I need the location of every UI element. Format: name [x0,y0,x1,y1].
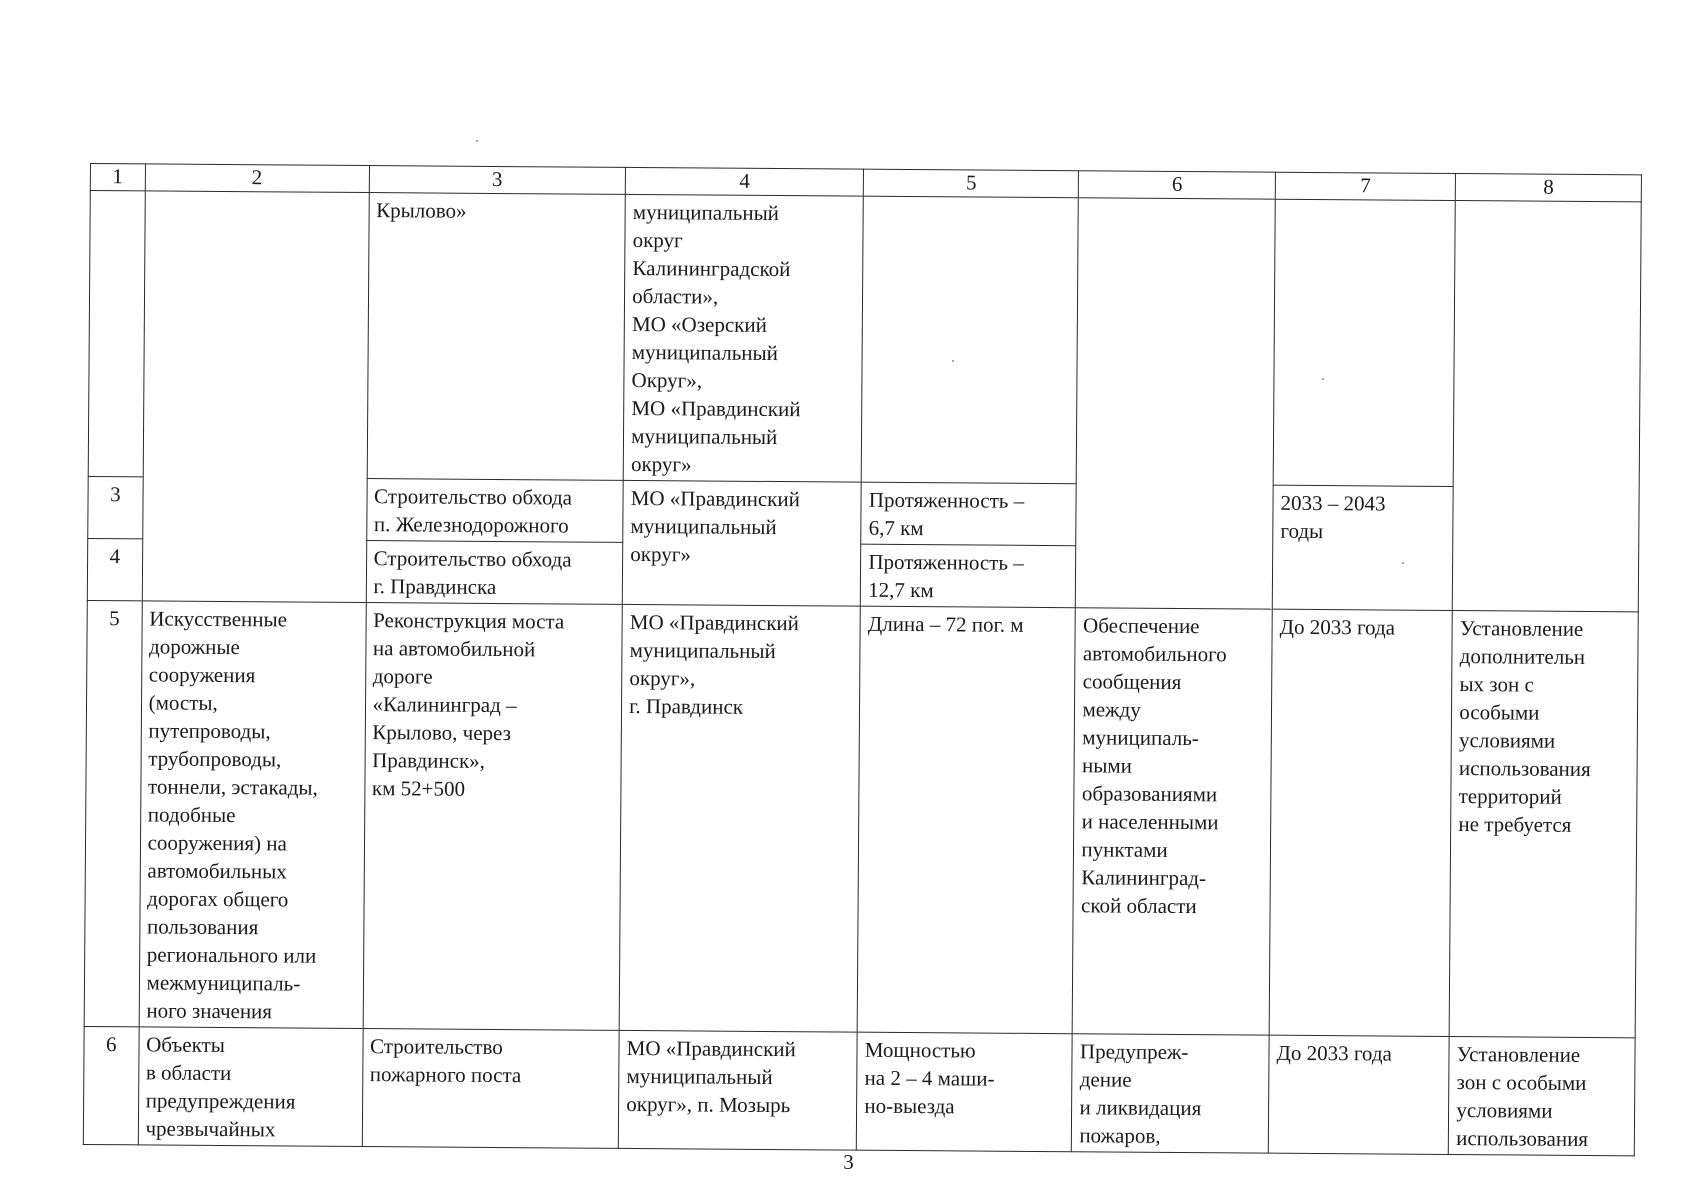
table-row-continuation [88,191,1641,488]
column-number: 7 [1275,172,1455,200]
object-name-cell: Строительство пожарного поста [362,1029,620,1149]
object-name-cell: Крылово» [367,193,626,481]
column-number: 2 [145,164,369,193]
column-number: 1 [90,164,145,191]
location-cell: МО «Правдинский муниципальный округ», п. Мозырь [618,1030,857,1150]
object-type-cell: Объекты в области предупреждения чрезвычайных [138,1027,363,1147]
scan-speck [952,360,954,362]
object-name-cell: Строительство обхода п. Железнодорожного [366,479,623,543]
row-number-cell [88,191,145,477]
page-number: 3 [843,1150,854,1174]
purpose-cell [1076,198,1276,609]
period-cell: До 2033 года [1269,609,1452,1036]
location-cell: МО «Правдинский муниципальный округ», г. Правдинск [619,604,860,1032]
table-row [84,600,1638,1037]
scan-speck [1402,562,1404,564]
column-number: 6 [1079,171,1276,199]
table-row [83,1026,1635,1155]
characteristics-cell: Протяженность – 6,7 км [861,482,1077,546]
row-number-cell: 5 [84,600,142,1026]
characteristics-cell: Протяженность – 12,7 км [861,544,1077,608]
period-cell: 2033 – 2043 годы [1272,485,1453,610]
zones-cell: Установление дополнительн ых зон с особыми условиями использования территорий не требуется [1449,610,1638,1037]
zones-cell: Установление зон с особыми условиями использования [1449,1036,1636,1155]
column-number: 3 [369,166,626,195]
row-number-cell: 6 [83,1026,138,1144]
column-number: 4 [625,167,863,196]
object-type-cell [142,191,369,603]
characteristics-cell: Мощностью на 2 – 4 маши- но-выезда [857,1032,1073,1152]
column-number: 5 [864,169,1079,198]
object-name-cell: Строительство обхода г. Правдинска [366,541,623,605]
scan-speck [1322,378,1324,380]
object-type-cell: Искусственные дорожные сооружения (мосты, путепроводы, трубопроводы, тоннели, эстакады, подобные сооружения) на автомобильных дорогах общего пользования регионального или межмуниципаль- ного значения [139,601,366,1029]
location-cell: муниципальный округ Калининградской области», МО «Озерский муниципальный Округ», МО «Правдинский муниципальный округ» [623,194,863,482]
characteristics-cell: Длина – 72 пог. м [857,606,1075,1034]
period-cell: До 2033 года [1268,1035,1449,1154]
planning-table [83,163,1642,1156]
period-cell [1273,199,1455,486]
object-name-cell: Реконструкция моста на автомобильной дороге «Калининград – Крылово, через Правдинск», км 52+500 [363,603,623,1031]
characteristics-cell [861,196,1078,484]
row-number-cell: 4 [87,538,142,600]
zones-cell [1453,201,1642,612]
row-number-cell: 3 [88,476,143,538]
scan-speck [476,140,478,142]
column-number: 8 [1456,174,1642,202]
purpose-cell: Предупреж- дение и ликвидация пожаров, [1072,1034,1269,1153]
location-cell: МО «Правдинский муниципальный округ» [622,480,861,606]
table-sheet [83,163,1642,1152]
purpose-cell: Обеспечение автомобильного сообщения между муниципаль- ными образованиями и населенными пунктами Калининград- ской области [1073,608,1273,1035]
